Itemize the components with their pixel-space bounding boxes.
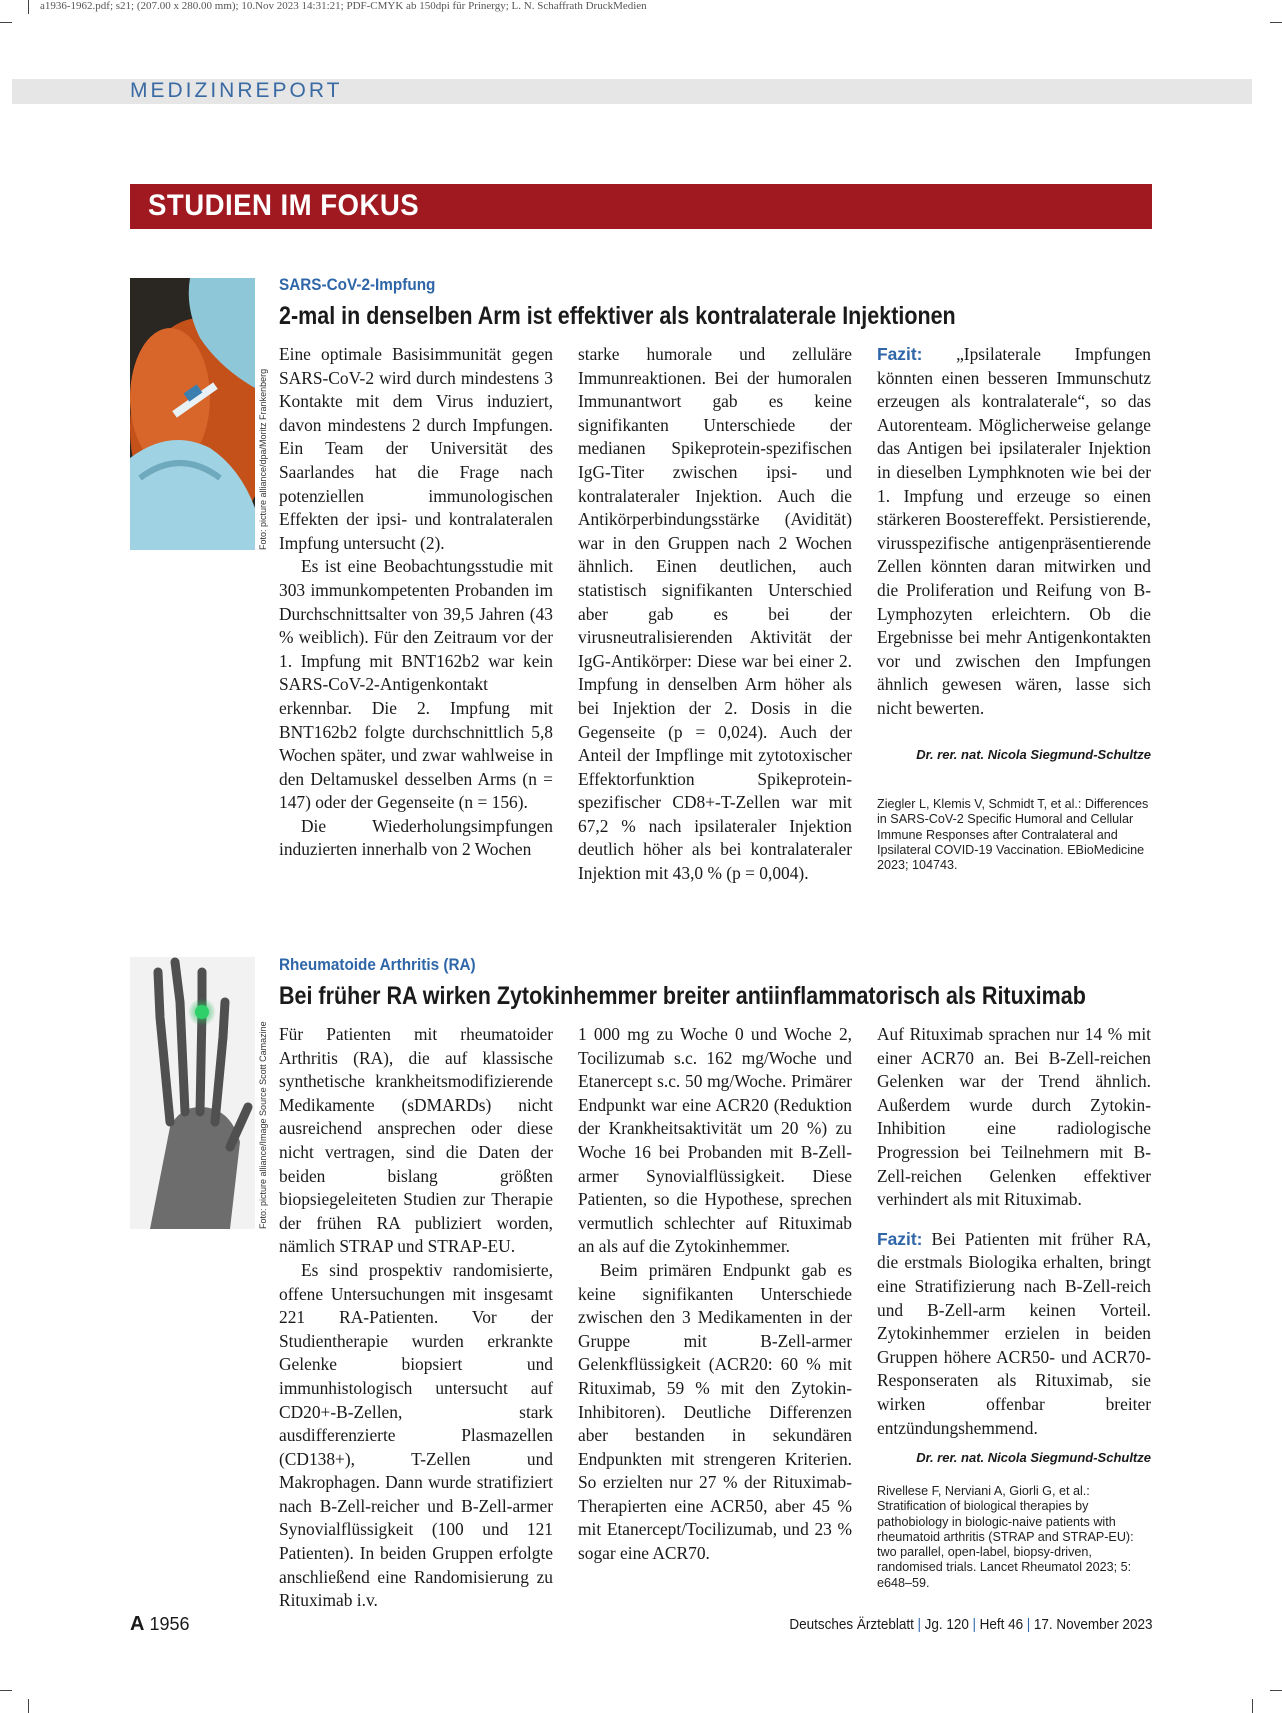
journal-name: Deutsches Ärzteblatt (788, 1616, 914, 1633)
paragraph: Es sind prospektiv randomisierte, offene Untersuchungen mit insgesamt 221 RA-Patienten. Vor der Studientherapie wurden erkrankte Gelenke biopsiert und immunhistologisch untersucht auf CD20+-B-Zellen, stark ausdifferenzierte Plasmazellen (CD138+), T-Zellen und Makrophagen. Dann wurde stratifiziert nach B-Zell-reicher und B-Zell-armer Synovialflüssigkeit (100 und 121 Patienten). In beiden Gruppen erfolgte anschließend eine Randomisierung zu Rituximab i.v. (279, 1259, 553, 1611)
paragraph: Eine optimale Basisimmunität gegen SARS-CoV-2 wird durch mindestens 3 Kontakte mit dem Virus induziert, davon mindestens 2 durch Impfungen. Ein Team der Universität des Saarlandes hat die Frage nach potenziellen immunologischen Effekten der ipsi- und kontralateralen Impfung untersucht (2). (279, 344, 553, 553)
paragraph: Für Patienten mit rheumatoider Arthritis (RA), die auf klassische synthetische krankheitsmodifizierende Medikamente (sDMARDs) nicht ausreichend ansprechen oder diese nicht vertragen, sind die Daten der beiden bislang größten biopsiegeleiteten Studien zur Therapie der frühen RA publiziert worden, nämlich STRAP und STRAP-EU. (279, 1024, 553, 1257)
page-number-value: 1956 (149, 1614, 190, 1634)
fazit-text: „Ipsilaterale Impfungen könnten einen besseren Immunschutz erzeugen als kontralaterale“, so das Autorenteam. Möglicherweise gelange das Antigen bei ipsilateraler Injektion in dieselben Lymphknoten wie bei der 1. Impfung und erzeuge so einen stärkeren Boostereffekt. Persistierende, virusspezifische antigenpräsentierende Zellen könnten daran mitwirken und die Proliferation und Reifung von B-Lymphozyten erleichtern. Ob die Ergebnisse bei mehr Antigenkontakten vor und zwischen den Impfungen ähnlich gewesen wären, lasse sich nicht bewerten. (877, 344, 1151, 718)
fazit-text: Bei Patienten mit früher RA, die erstmals Biologika erhalten, bringt eine Stratifizierung nach B-Zell-reich und B-Zell-arm keinen Vorteil. Zytokinhemmer erzielen in beiden Gruppen höhere ACR50- und ACR70-Responseraten als Rituximab, sie wirken offenbar breiter entzündungshemmend. (877, 1228, 1151, 1438)
author-name: Dr. rer. nat. Nicola Siegmund-Schultze (916, 747, 1151, 762)
separator: | (1026, 1616, 1030, 1633)
photo-credit: Foto: picture alliance/Image Source Scott Camazine (258, 1021, 268, 1229)
crop-mark (1252, 1699, 1253, 1713)
journal-volume: Jg. 120 (924, 1616, 969, 1633)
paragraph: 1 000 mg zu Woche 0 und Woche 2, Tocilizumab s.c. 162 mg/Woche und Etanercept s.c. 50 mg/Woche. Primärer Endpunkt war eine ACR20 (Reduktion der Krankheitsaktivität um 20 %) zu Woche 16 bei Probanden mit B-Zell-armer Synovialflüssigkeit. Diese Patienten, so die Hypothese, sprechen vermutlich schlechter auf Rituximab an als auf die Zytokinhemmer. (578, 1024, 852, 1257)
article-headline: Bei früher RA wirken Zytokinhemmer breiter antiinflammatorisch als Rituximab (279, 982, 1086, 1010)
crop-mark (1270, 1690, 1282, 1691)
article-column-1 (279, 343, 553, 862)
journal-info (789, 1616, 1152, 1633)
article-column-1 (279, 1023, 553, 1613)
reference: Rivellese F, Nerviani A, Giorli G, et al.: Stratification of biological therapies by pathobiology in biologic-naive patients with rheumatoid arthritis (STRAP and STRAP-EU): two parallel, open-label, biopsy-driven, randomised trials. Lancet Rheumatol 2023; 5: e648–59. (877, 1484, 1134, 1590)
article-kicker: SARS-CoV-2-Impfung (279, 275, 436, 294)
vaccination-photo (130, 278, 255, 550)
article-column-2 (578, 1023, 852, 1566)
crop-mark (28, 1699, 29, 1713)
photo-credit: Foto: picture alliance/dpa/Moritz Frankenberg (258, 368, 268, 550)
fazit-label: Fazit: (877, 1228, 923, 1249)
crop-mark (0, 22, 12, 23)
print-info-line: a1936-1962.pdf; s21; (207.00 x 280.00 mm); 10.Nov 2023 14:31:21; PDF-CMYK ab 150dpi für Prinergy; L. N. Schaffrath DruckMedien (40, 0, 647, 12)
article-headline: 2-mal in denselben Arm ist effektiver als kontralaterale Injektionen (279, 302, 956, 330)
paragraph: Auf Rituximab sprachen nur 14 % mit einer ACR70 an. Bei B-Zell-reichen Gelenken war der Trend ähnlich. Außerdem wurde durch Zytokin-Inhibition eine radiologische Progression bei Teilnehmern mit B-Zell-reichen Gelenken effektiver verhindert als mit Rituximab. (877, 1024, 1151, 1210)
hand-xray-photo (130, 957, 255, 1229)
fazit-label: Fazit: (877, 344, 923, 364)
page-letter: A (130, 1613, 145, 1635)
banner-title: STUDIEN IM FOKUS (148, 189, 420, 222)
article-column-2 (578, 343, 852, 886)
paragraph: Die Wiederholungsimpfungen induzierten innerhalb von 2 Wochen (279, 815, 553, 860)
page-number (130, 1613, 190, 1636)
fazit-paragraph (877, 1228, 1151, 1440)
article-column-3 (877, 1023, 1151, 1440)
section-label: MEDIZINREPORT (130, 79, 343, 102)
paragraph: Beim primären Endpunkt gab es keine signifikanten Unterschiede zwischen den 3 Medikamenten in der Gruppe mit B-Zell-armer Gelenkflüssigkeit (ACR20: 60 % mit Rituximab, 59 % mit den Zytokin-Inhibitoren). Deutliche Differenzen aber bestanden in sekundären Endpunkten mit strengeren Kriterien. So erzielten nur 27 % der Rituximab-Therapierten eine ACR50, aber 45 % mit Etanercept/Tocilizumab, und 23 % sogar eine ACR70. (578, 1259, 852, 1564)
paragraph: Es ist eine Beobachtungsstudie mit 303 immunkompetenten Probanden im Durchschnittsalter von 39,5 Jahren (43 % weiblich). Für den Zeitraum vor der 1. Impfung mit BNT162b2 war kein SARS-CoV-2-Antigenkontakt erkennbar. Die 2. Impfung mit BNT162b2 folgte durchschnittlich 5,8 Wochen später, und zwar wahlweise in den Deltamuskel desselben Arms (n = 147) oder der Gegenseite (n = 156). (279, 556, 553, 813)
separator: | (917, 1616, 921, 1633)
paragraph: starke humorale und zelluläre Immunreaktionen. Bei der humoralen Immunantwort gab es keine signifikanten Unterschiede der medianen Spikeprotein-spezifischen IgG-Titer zwischen ipsi- und kontralateraler Injektion. Auch die Antikörperbindungsstärke (Avidität) war in den Gruppen nach 2 Wochen ähnlich. Einen deutlichen, auch statistisch signifikanten Unterschied aber gab es bei der virusneutralisierenden Aktivität der IgG-Antikörper: Diese war bei einer 2. Impfung in denselben Arm höher als bei Injektion der 2. Dosis in die Gegenseite (p = 0,024). Auch der Anteil der Impflinge mit zytotoxischer Effektorfunktion Spikeprotein-spezifischer CD8+-T-Zellen war mit 67,2 % nach ipsilateraler Injektion deutlich höher als bei kontralateraler Injektion mit 43,0 % (p = 0,004). (578, 344, 852, 884)
journal-issue: Heft 46 (979, 1616, 1023, 1633)
crop-mark (0, 1690, 12, 1691)
reference: Ziegler L, Klemis V, Schmidt T, et al.: Differences in SARS-CoV-2 Specific Humoral and Cellular Immune Responses after Contralateral and Ipsilateral COVID-19 Vaccination. EBioMedicine 2023; 104743. (877, 797, 1149, 873)
crop-mark (1270, 22, 1282, 23)
separator: | (972, 1616, 976, 1633)
author-name: Dr. rer. nat. Nicola Siegmund-Schultze (916, 1450, 1151, 1465)
journal-date: 17. November 2023 (1033, 1616, 1152, 1633)
article-column-3 (877, 343, 1151, 721)
article-kicker: Rheumatoide Arthritis (RA) (279, 955, 476, 974)
fazit-paragraph (877, 343, 1151, 721)
crop-mark (28, 0, 29, 14)
